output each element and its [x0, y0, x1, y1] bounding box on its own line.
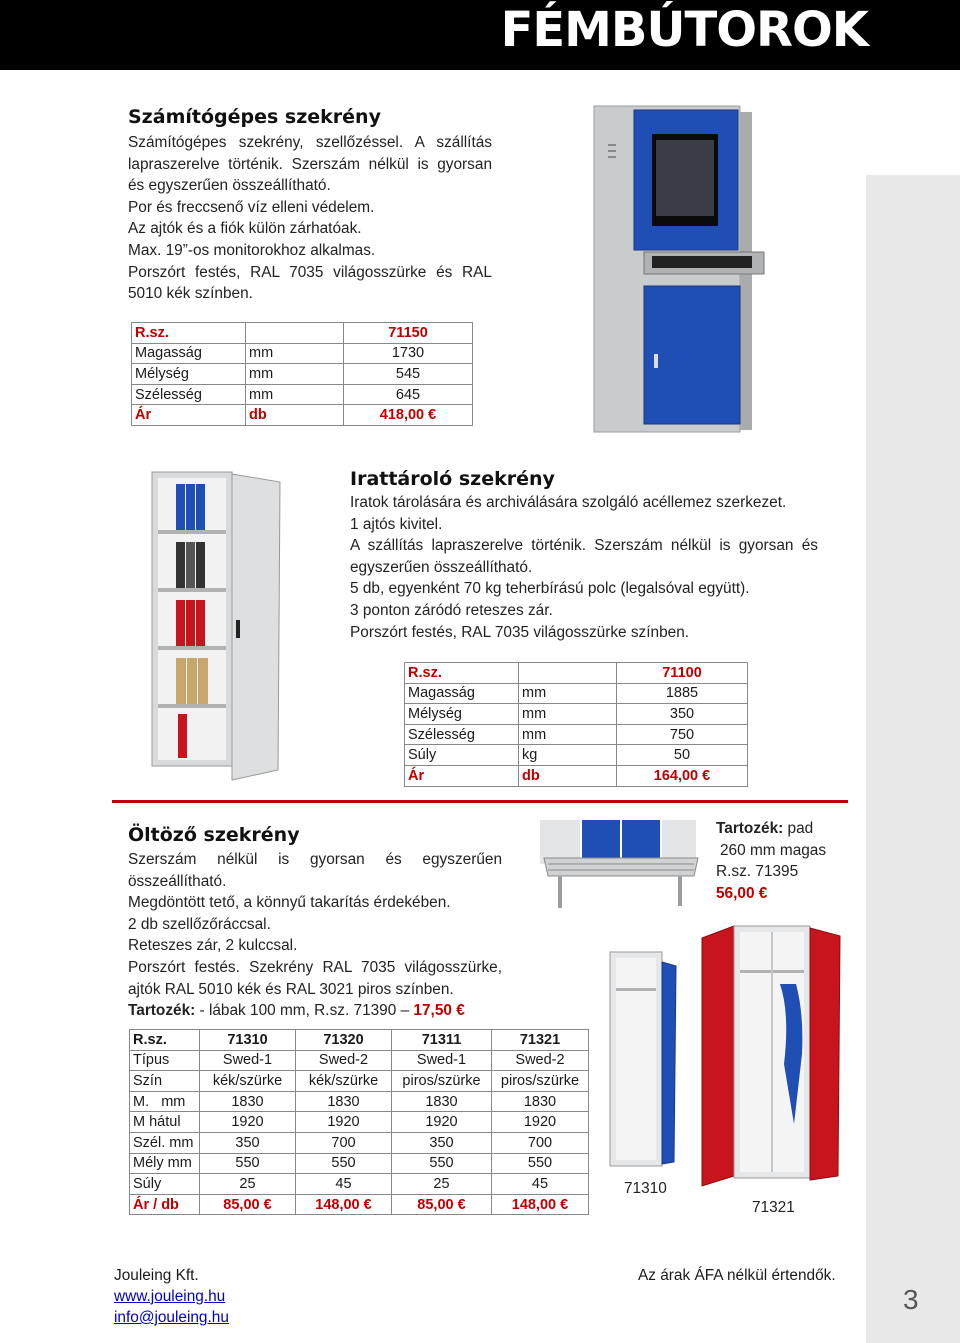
desc-line: Porszórt festés, RAL 7035 világosszürke és RAL — [128, 263, 492, 281]
table-row — [130, 1112, 589, 1133]
desc-line: Szerszám nélkül is gyorsan és egyszerűen — [128, 851, 502, 868]
computer-cabinet-spec-table — [131, 322, 473, 426]
file-cabinet-image — [148, 470, 284, 782]
table-cell: 1830 — [200, 1091, 296, 1112]
table-cell: Mélység — [132, 364, 246, 385]
table-cell: 700 — [296, 1132, 392, 1153]
desc-line: Az ajtók és a fiók külön zárhatóak. — [128, 220, 362, 238]
table-header-row — [130, 1030, 589, 1051]
company-name: Jouleing Kft. — [114, 1267, 199, 1284]
footer-contact — [114, 1265, 229, 1328]
table-cell: 25 — [200, 1174, 296, 1195]
desc-line: 1 ajtós kivitel. — [350, 515, 443, 533]
table-cell: 750 — [617, 724, 748, 745]
table-cell: M hátul — [130, 1112, 200, 1133]
table-cell: 1830 — [296, 1091, 392, 1112]
table-cell: piros/szürke — [492, 1071, 589, 1092]
page-number: 3 — [903, 1284, 919, 1315]
table-row — [130, 1050, 589, 1071]
table-row — [405, 683, 748, 704]
price-note: Az árak ÁFA nélkül értendők. — [638, 1267, 836, 1284]
locker-71321-image — [700, 922, 846, 1192]
table-row — [130, 1091, 589, 1112]
table-cell: 550 — [296, 1153, 392, 1174]
table-cell: 1830 — [492, 1091, 589, 1112]
table-row — [405, 724, 748, 745]
desc-line: Megdöntött tető, a könnyű takarítás érdekében. — [128, 894, 451, 912]
table-cell: kg — [519, 745, 617, 766]
table-row — [130, 1174, 589, 1195]
desc-line: 5010 kék színben. — [128, 285, 253, 303]
table-cell: 700 — [492, 1132, 589, 1153]
table-cell: R.sz. — [132, 323, 246, 344]
table-cell: Swed-2 — [492, 1050, 589, 1071]
table-row — [132, 384, 473, 405]
table-cell: db — [246, 405, 344, 426]
table-cell: 45 — [296, 1174, 392, 1195]
table-cell: db — [519, 765, 617, 786]
table-row — [130, 1153, 589, 1174]
table-cell: Súly — [130, 1174, 200, 1195]
file-cabinet-title: Irattároló szekrény — [350, 468, 555, 490]
table-cell: Típus — [130, 1050, 200, 1071]
accessory-line — [128, 1000, 502, 1022]
table-row — [130, 1132, 589, 1153]
table-cell: 148,00 € — [296, 1194, 392, 1215]
email-link[interactable]: info@jouleing.hu — [114, 1309, 229, 1326]
bench-price: 56,00 € — [716, 884, 768, 902]
table-cell: 71150 — [344, 323, 473, 344]
table-cell: 71310 — [200, 1030, 296, 1051]
desc-line: egyszerűen összeállítható. — [350, 558, 533, 576]
table-cell: 71100 — [617, 663, 748, 684]
table-cell: mm — [246, 364, 344, 385]
desc-line: összeállítható. — [128, 872, 227, 890]
file-cabinet-description — [350, 492, 818, 643]
locker-spec-table — [129, 1029, 589, 1215]
table-cell: Szél. mm — [130, 1132, 200, 1153]
table-cell: 85,00 € — [200, 1194, 296, 1215]
table-cell: 71321 — [492, 1030, 589, 1051]
table-cell: Swed-1 — [392, 1050, 492, 1071]
table-cell: Ár — [405, 765, 519, 786]
table-row — [132, 405, 473, 426]
table-cell: 645 — [344, 384, 473, 405]
table-cell: 1730 — [344, 343, 473, 364]
table-cell: 1920 — [492, 1112, 589, 1133]
desc-line: 2 db szellőzőráccsal. — [128, 915, 271, 933]
table-cell: 1920 — [392, 1112, 492, 1133]
table-row — [405, 765, 748, 786]
table-cell: Szélesség — [132, 384, 246, 405]
section-divider — [112, 800, 848, 803]
table-cell: 1885 — [617, 683, 748, 704]
table-cell: kék/szürke — [296, 1071, 392, 1092]
website-link[interactable]: www.jouleing.hu — [114, 1288, 226, 1305]
table-cell: 1920 — [200, 1112, 296, 1133]
computer-cabinet-description — [128, 132, 492, 305]
table-cell: mm — [246, 343, 344, 364]
bench-label: Tartozék: — [716, 820, 784, 837]
computer-cabinet-title: Számítógépes szekrény — [128, 106, 381, 128]
table-cell: 1830 — [392, 1091, 492, 1112]
table-cell: 550 — [392, 1153, 492, 1174]
desc-line: 3 ponton záródó reteszes zár. — [350, 601, 553, 619]
table-cell: kék/szürke — [200, 1071, 296, 1092]
bench-label-rest: pad — [783, 820, 814, 837]
table-cell: Swed-2 — [296, 1050, 392, 1071]
table-cell: 350 — [392, 1132, 492, 1153]
file-cabinet-spec-table — [404, 662, 748, 787]
table-cell — [246, 323, 344, 344]
table-row — [130, 1071, 589, 1092]
desc-line: Por és freccsenő víz elleni védelem. — [128, 198, 375, 216]
locker-71310-caption: 71310 — [624, 1180, 667, 1197]
desc-line: Porszórt festés, RAL 7035 világosszürke színben. — [350, 623, 690, 641]
table-row — [405, 745, 748, 766]
desc-line: lapraszerelve történik. Szerszám nélkül is gyorsan — [128, 155, 492, 173]
table-row — [405, 704, 748, 725]
table-row — [132, 343, 473, 364]
computer-cabinet-image — [588, 104, 774, 438]
table-cell: 71320 — [296, 1030, 392, 1051]
desc-line: Reteszes zár, 2 kulccsal. — [128, 937, 298, 955]
table-cell: Mélység — [405, 704, 519, 725]
desc-line: ajtók RAL 5010 kék és RAL 3021 piros színben. — [128, 980, 454, 998]
locker-title: Öltöző szekrény — [128, 824, 300, 846]
table-cell: 25 — [392, 1174, 492, 1195]
table-row — [132, 323, 473, 344]
accessory-price: 17,50 € — [413, 1002, 465, 1020]
locker-71321-caption: 71321 — [752, 1199, 795, 1216]
page-title: FÉMBÚTOROK — [500, 2, 868, 58]
table-cell: Magasság — [405, 683, 519, 704]
table-row — [405, 663, 748, 684]
table-cell: Ár / db — [130, 1194, 200, 1215]
table-cell: Ár — [132, 405, 246, 426]
table-cell: piros/szürke — [392, 1071, 492, 1092]
table-cell: mm — [519, 704, 617, 725]
desc-line: Porszórt festés. Szekrény RAL 7035 világosszürke, — [128, 958, 502, 976]
table-cell: R.sz. — [405, 663, 519, 684]
table-cell: 45 — [492, 1174, 589, 1195]
table-cell: Szín — [130, 1071, 200, 1092]
table-cell: 148,00 € — [492, 1194, 589, 1215]
side-tab — [866, 175, 960, 1343]
table-price-row — [130, 1194, 589, 1215]
table-cell: R.sz. — [130, 1030, 200, 1051]
table-cell: 350 — [200, 1132, 296, 1153]
desc-line: Max. 19”-os monitorokhoz alkalmas. — [128, 241, 376, 259]
table-cell: 164,00 € — [617, 765, 748, 786]
table-cell: 550 — [492, 1153, 589, 1174]
accessory-text: - lábak 100 mm, R.sz. 71390 – — [195, 1002, 414, 1020]
desc-line: 5 db, egyenként 70 kg teherbírású polc (legalsóval együtt). — [350, 580, 750, 598]
table-cell: 1920 — [296, 1112, 392, 1133]
table-cell: M. mm — [130, 1091, 200, 1112]
table-cell: 418,00 € — [344, 405, 473, 426]
table-cell: 50 — [617, 745, 748, 766]
desc-line: és egyszerűen összeállítható. — [128, 177, 331, 195]
table-cell: mm — [519, 683, 617, 704]
table-cell: Szélesség — [405, 724, 519, 745]
desc-line: A szállítás lapraszerelve történik. Szerszám nélkül is gyorsan és — [350, 537, 818, 555]
table-cell: 85,00 € — [392, 1194, 492, 1215]
table-cell: 71311 — [392, 1030, 492, 1051]
table-cell: mm — [246, 384, 344, 405]
table-cell: mm — [519, 724, 617, 745]
table-row — [132, 364, 473, 385]
bench-height: 260 mm magas — [720, 841, 827, 859]
table-cell: 350 — [617, 704, 748, 725]
table-cell: Súly — [405, 745, 519, 766]
bench-accessory — [716, 818, 856, 904]
locker-description — [128, 849, 502, 1022]
table-cell: Mély mm — [130, 1153, 200, 1174]
desc-line: Számítógépes szekrény, szellőzéssel. A szállítás — [128, 134, 492, 151]
table-cell — [519, 663, 617, 684]
accessory-label: Tartozék: — [128, 1002, 196, 1020]
desc-line: Iratok tárolására és archiválására szolgáló acéllemez szerkezet. — [350, 494, 787, 511]
table-cell: 550 — [200, 1153, 296, 1174]
locker-71310-image — [604, 948, 684, 1170]
table-cell: 545 — [344, 364, 473, 385]
bench-code: R.sz. 71395 — [716, 863, 799, 881]
table-cell: Magasság — [132, 343, 246, 364]
table-cell: Swed-1 — [200, 1050, 296, 1071]
bench-image — [538, 816, 704, 912]
